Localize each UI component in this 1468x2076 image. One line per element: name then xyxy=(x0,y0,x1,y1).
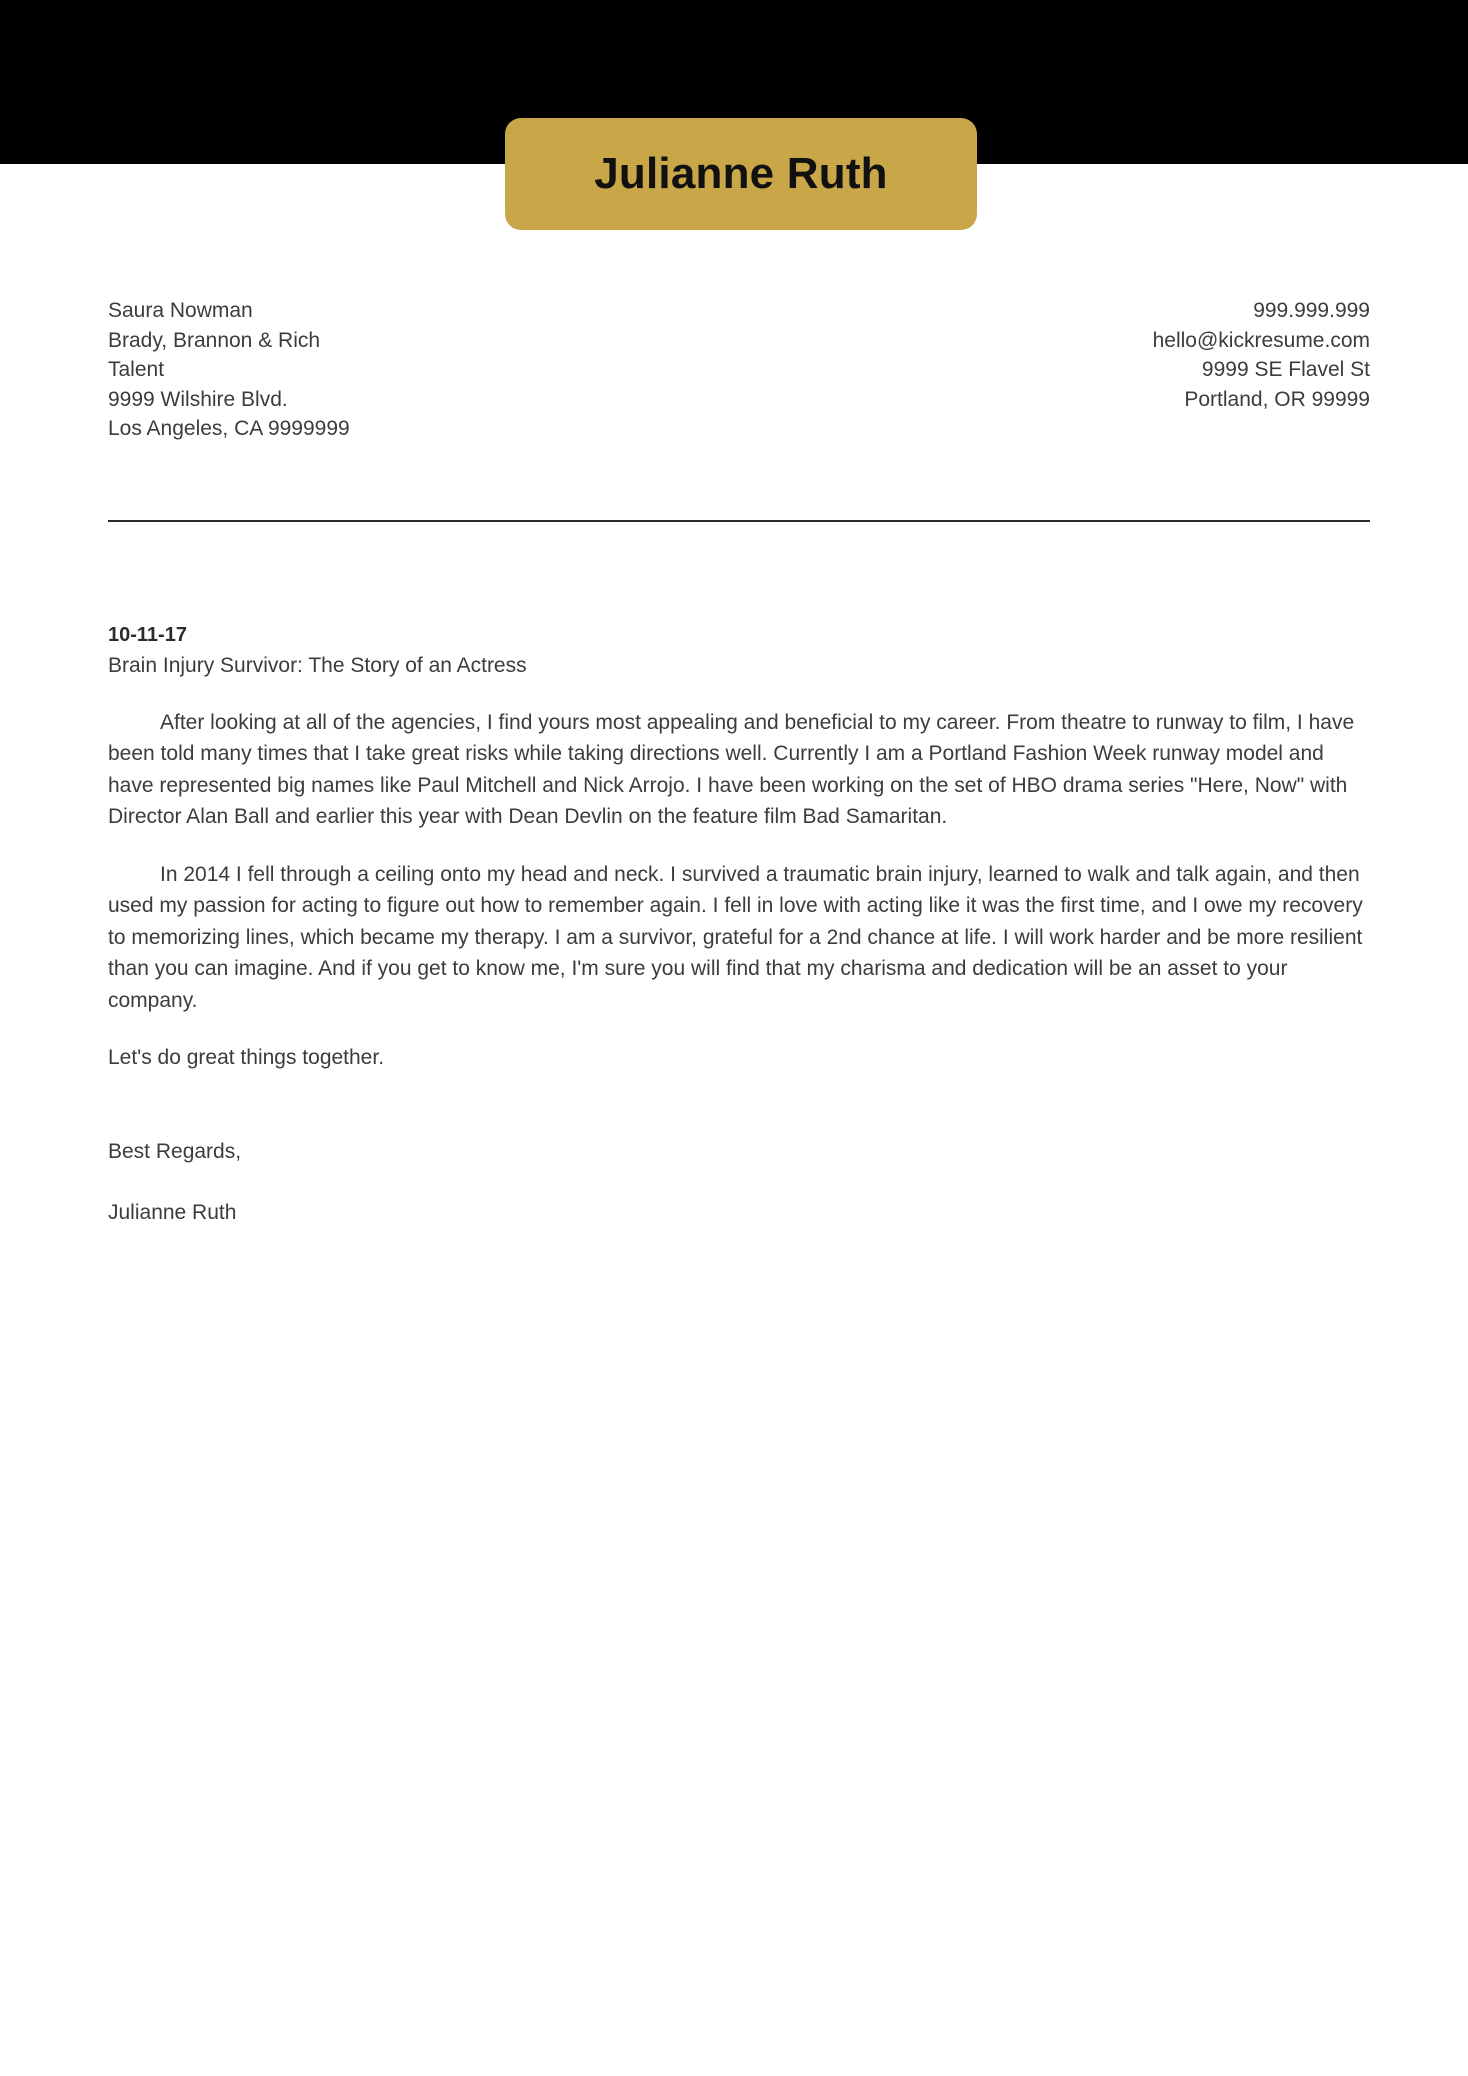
sender-phone: 999.999.999 xyxy=(1253,299,1370,322)
letter-date: 10-11-17 xyxy=(108,623,187,646)
recipient-line: Talent xyxy=(108,358,165,381)
letter-body xyxy=(108,620,1370,1229)
letter-sign-off: Best Regards, xyxy=(108,1139,242,1163)
sender-contact-block xyxy=(1153,296,1370,414)
letter-content xyxy=(108,296,1370,1229)
closing-spacer xyxy=(108,1074,1370,1136)
recipient-line: Brady, Brannon & Rich xyxy=(108,328,321,352)
recipient-line: 9999 Wilshire Blvd. xyxy=(108,387,288,411)
sender-city-state-zip: Portland, OR 99999 xyxy=(1184,387,1370,411)
sender-street: 9999 SE Flavel St xyxy=(1201,358,1370,381)
applicant-name: Julianne Ruth xyxy=(594,149,888,198)
letter-subject: Brain Injury Survivor: The Story of an Actress xyxy=(108,653,527,677)
signature-spacer xyxy=(108,1167,1370,1197)
letter-paragraph: After looking at all of the agencies, I find yours most appealing and beneficial to my career. From theatre to runway to film, I have been told many times that I take great risks while taking directions well. Currently I am a Portland Fashion Week runway model and have represented big names like Paul Mitchell and Nick Arrojo. I have been working on the set of HBO drama series "Here, Now" with Director Alan Ball and earlier this year with Dean Devlin on the feature film Bad Samaritan. xyxy=(108,710,1355,828)
letter-paragraph: In 2014 I fell through a ceiling onto my head and neck. I survived a traumatic brain injury, learned to walk and talk again, and then used my passion for acting to figure out how to remember again. I fell in love with acting like it was the first time, and I owe my recovery to memorizing lines, which became my therapy. I am a survivor, grateful for a 2nd chance at life. I will work harder and be more resilient than you can imagine. And if you get to know me, I'm sure you will find that my charisma and dedication will be an asset to your company. xyxy=(108,862,1363,1012)
recipient-address-block xyxy=(108,296,350,444)
recipient-line: Saura Nowman xyxy=(108,299,253,322)
sender-email[interactable]: hello@kickresume.com xyxy=(1152,328,1370,352)
recipient-line: Los Angeles, CA 9999999 xyxy=(108,417,350,440)
address-row xyxy=(108,296,1370,444)
letter-signature: Julianne Ruth xyxy=(108,1201,237,1224)
name-badge xyxy=(505,118,977,230)
horizontal-divider xyxy=(108,520,1370,522)
letter-closing-line: Let's do great things together. xyxy=(108,1046,385,1069)
